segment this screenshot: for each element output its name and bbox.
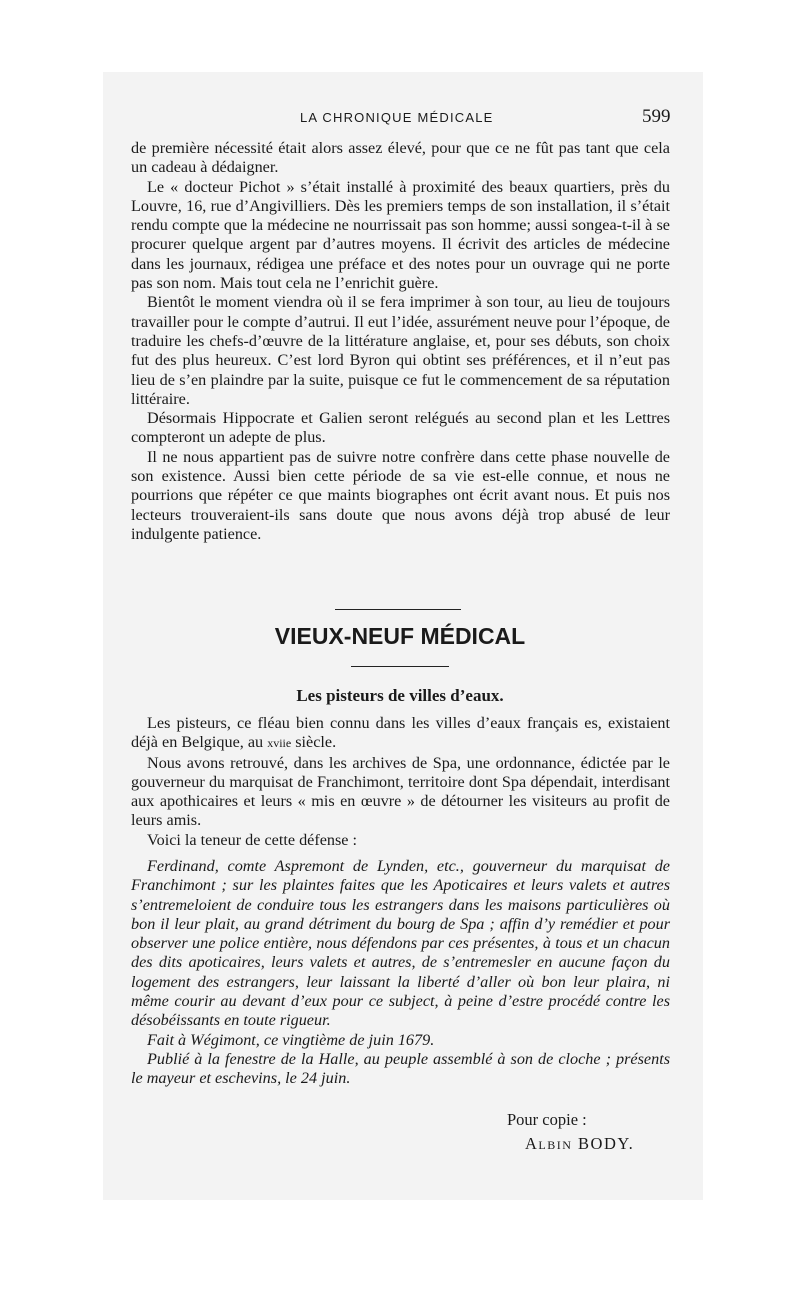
paragraph: Le « docteur Pichot » s’était installé à proximité des beaux quartiers, près du Louvre, 16, rue d’Angivilliers. Dès les premiers temps de son installation, il s’était rendu compte que la médecine ne nourrissait pas son homme; aussi songea-t-il à se procurer quelque argent par d’autres moyens. Il écrivit des articles de médecine dans les journaux, rédigea une préface et des notes pour un ouvrage qui ne porte pas son nom. Mais tout cela ne l’enrichit guère. xyxy=(131,177,670,293)
paragraph: Désormais Hippocrate et Galien seront relégués au second plan et les Lettres compteront un adepte de plus. xyxy=(131,409,670,447)
paragraph: de première nécessité était alors assez élevé, pour que ce ne fût pas tant que cela un cadeau à dédaigner. xyxy=(131,139,670,177)
decree-paragraph: Fait à Wégimont, ce vingtième de juin 1679. xyxy=(147,1030,435,1049)
decree-quotation xyxy=(131,857,670,1089)
paragraph xyxy=(131,714,670,754)
running-title: LA CHRONIQUE MÉDICALE xyxy=(300,110,494,125)
page-number: 599 xyxy=(642,106,671,127)
paragraph-text: Les pisteurs, ce fléau bien connu dans les villes d’eaux français es, existaient déjà en Belgique, au xyxy=(131,714,670,752)
name-initial: A xyxy=(525,1134,539,1153)
signature-copy-line: Pour copie : xyxy=(507,1110,587,1129)
signature-block xyxy=(507,1108,687,1157)
name-rest: LBIN xyxy=(538,1138,573,1152)
article-text xyxy=(131,714,670,850)
intro-text xyxy=(131,139,670,544)
divider-top xyxy=(335,609,461,610)
paragraph-text: siècle. xyxy=(291,733,337,752)
article-subheading: Les pisteurs de villes d’eaux. xyxy=(296,686,504,705)
decree-paragraph: Publié à la fenestre de la Halle, au peuple assemblé à son de cloche ; présents le mayeur et eschevins, le 24 juin. xyxy=(131,1049,670,1088)
paragraph: Voici la teneur de cette défense : xyxy=(147,830,358,849)
section-heading: VIEUX-NEUF MÉDICAL xyxy=(274,623,526,649)
divider-bottom xyxy=(351,666,449,667)
decree-paragraph: Ferdinand, comte Aspremont de Lynden, etc., gouverneur du marquisat de Franchimont ; sur les plaintes faites que les Apoticaires et leurs valets et autres s’entremeloient de conduire tous les estrangers dans les maisons particulières où bon il leur plait, au grand détriment du bourg de Spa ; affin d’y remédier et pour observer une police entière, nous défendons par ces présentes, à tous et un chacun des dits apoticaires, leurs valets et autres, de s’entremesler en aucune façon du logement des estrangers, leur laissant la liberté d’aller où bon leur plaira, ni même courir au devant d’eux pour ce subject, à peine d’estre procédé contre les désobéissants en toute rigueur. xyxy=(131,857,670,1030)
signature-name xyxy=(507,1132,687,1157)
century-smallcaps: xviie xyxy=(267,736,292,751)
page-header xyxy=(0,106,800,130)
paragraph: Nous avons retrouvé, dans les archives de Spa, une ordonnance, édictée par le gouverneur du marquisat de Franchimont, territoire dont Spa dépendait, interdisant aux apothicaires et leurs « mis en œuvre » de détourner les visiteurs au profit de leurs amis. xyxy=(131,753,670,830)
paragraph: Bientôt le moment viendra où il se fera imprimer à son tour, au lieu de toujours travailler pour le compte d’autrui. Il eut l’idée, assurément neuve pour l’époque, de traduire les chefs-d’œuvre de la littérature anglaise, et, pour ses débuts, son choix fut des plus heureux. C’est lord Byron qui obtint ses préférences, et il n’eut pas lieu de s’en plaindre par la suite, puisque ce fut le commencement de sa réputation littéraire. xyxy=(131,293,670,408)
paragraph: Il ne nous appartient pas de suivre notre confrère dans cette phase nouvelle de son existence. Aussi bien cette période de sa vie est-elle connue, et nous ne pourrions que répéter ce que maints biographes ont écrit avant nous. Et puis nos lecteurs trouveraient-ils sans doute que nous avons déjà trop abusé de leur indulgente patience. xyxy=(131,447,670,543)
surname: BODY. xyxy=(578,1134,635,1153)
